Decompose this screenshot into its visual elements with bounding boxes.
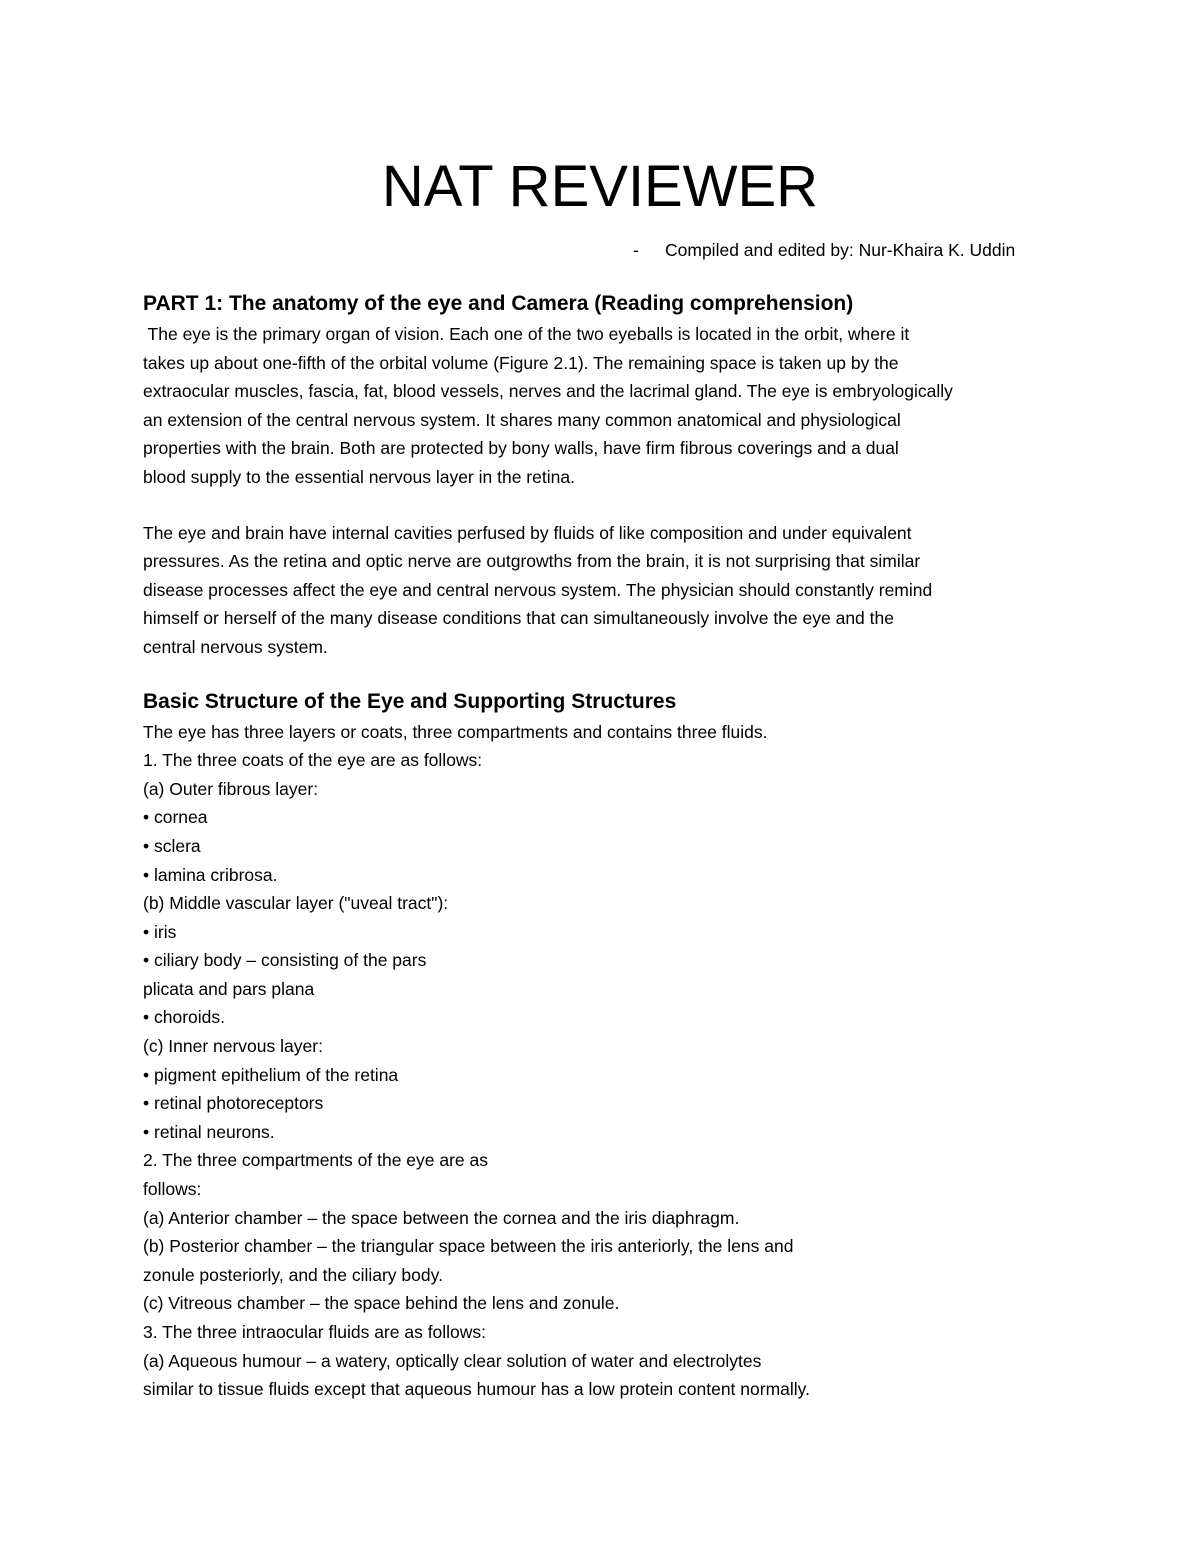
list-item: (b) Middle vascular layer ("uveal tract"):	[143, 893, 449, 914]
list-item: • cornea	[143, 807, 208, 828]
paragraph-line: The eye and brain have internal cavities perfused by fluids of like composition and under equivalent	[143, 522, 912, 543]
paragraph-spacer	[143, 492, 1063, 519]
paragraph-line: blood supply to the essential nervous layer in the retina.	[143, 466, 575, 487]
section2-list	[143, 718, 1063, 1404]
list-item: The eye has three layers or coats, three compartments and contains three fluids.	[143, 721, 768, 742]
list-item: 2. The three compartments of the eye are as	[143, 1150, 489, 1171]
list-item: • lamina cribrosa.	[143, 864, 278, 885]
section-spacer	[143, 662, 1063, 686]
list-item: follows:	[143, 1179, 202, 1200]
list-item: (a) Outer fibrous layer:	[143, 778, 319, 799]
list-item: zonule posteriorly, and the ciliary body.	[143, 1264, 443, 1285]
list-item: similar to tissue fluids except that aqueous humour has a low protein content normally.	[143, 1379, 810, 1400]
part1-heading: PART 1: The anatomy of the eye and Camera (Reading comprehension)	[143, 292, 854, 315]
list-item: • choroids.	[143, 1007, 225, 1028]
paragraph-line: disease processes affect the eye and central nervous system. The physician should constantly remind	[143, 579, 933, 600]
list-item: 3. The three intraocular fluids are as follows:	[143, 1322, 487, 1342]
list-item: (b) Posterior chamber – the triangular space between the iris anteriorly, the lens and	[143, 1236, 794, 1257]
paragraph-line: an extension of the central nervous system. It shares many common anatomical and physiological	[143, 409, 901, 430]
paragraph-line: properties with the brain. Both are protected by bony walls, have firm fibrous coverings and a dual	[143, 438, 899, 459]
list-item: (c) Inner nervous layer:	[143, 1036, 323, 1057]
paragraph-line: central nervous system.	[143, 636, 328, 657]
paragraph-line: The eye is the primary organ of vision. Each one of the two eyeballs is located in the orbit, where it	[143, 324, 910, 344]
paragraph-line: takes up about one-fifth of the orbital volume (Figure 2.1). The remaining space is taken up by the	[143, 352, 899, 373]
list-item: (a) Anterior chamber – the space between the cornea and the iris diaphragm.	[143, 1207, 740, 1228]
byline	[633, 237, 1015, 263]
list-item: • ciliary body – consisting of the pars	[143, 950, 427, 971]
paragraph-line: himself or herself of the many disease conditions that can simultaneously involve the eye and the	[143, 608, 894, 629]
list-item: (c) Vitreous chamber – the space behind the lens and zonule.	[143, 1293, 620, 1314]
list-item: (a) Aqueous humour – a watery, optically clear solution of water and electrolytes	[143, 1350, 762, 1371]
list-item: • sclera	[143, 835, 201, 856]
list-item: • retinal photoreceptors	[143, 1093, 324, 1114]
section2-heading: Basic Structure of the Eye and Supporting Structures	[143, 689, 677, 713]
document-title: NAT REVIEWER	[381, 154, 819, 219]
part1-paragraph-1	[143, 320, 1063, 492]
byline-dash: -	[633, 240, 639, 260]
part1-paragraph-2	[143, 519, 1063, 662]
list-item: 1. The three coats of the eye are as follows:	[143, 750, 483, 771]
list-item: plicata and pars plana	[143, 978, 315, 999]
list-item: • pigment epithelium of the retina	[143, 1064, 399, 1085]
list-item: • iris	[143, 921, 177, 942]
byline-text: Compiled and edited by: Nur-Khaira K. Uddin	[665, 240, 1016, 260]
paragraph-line: extraocular muscles, fascia, fat, blood vessels, nerves and the lacrimal gland. The eye is embryologically	[143, 381, 953, 402]
paragraph-line: pressures. As the retina and optic nerve are outgrowths from the brain, it is not surprising that similar	[143, 551, 921, 572]
document-body	[143, 288, 1063, 1404]
list-item: • retinal neurons.	[143, 1121, 275, 1142]
